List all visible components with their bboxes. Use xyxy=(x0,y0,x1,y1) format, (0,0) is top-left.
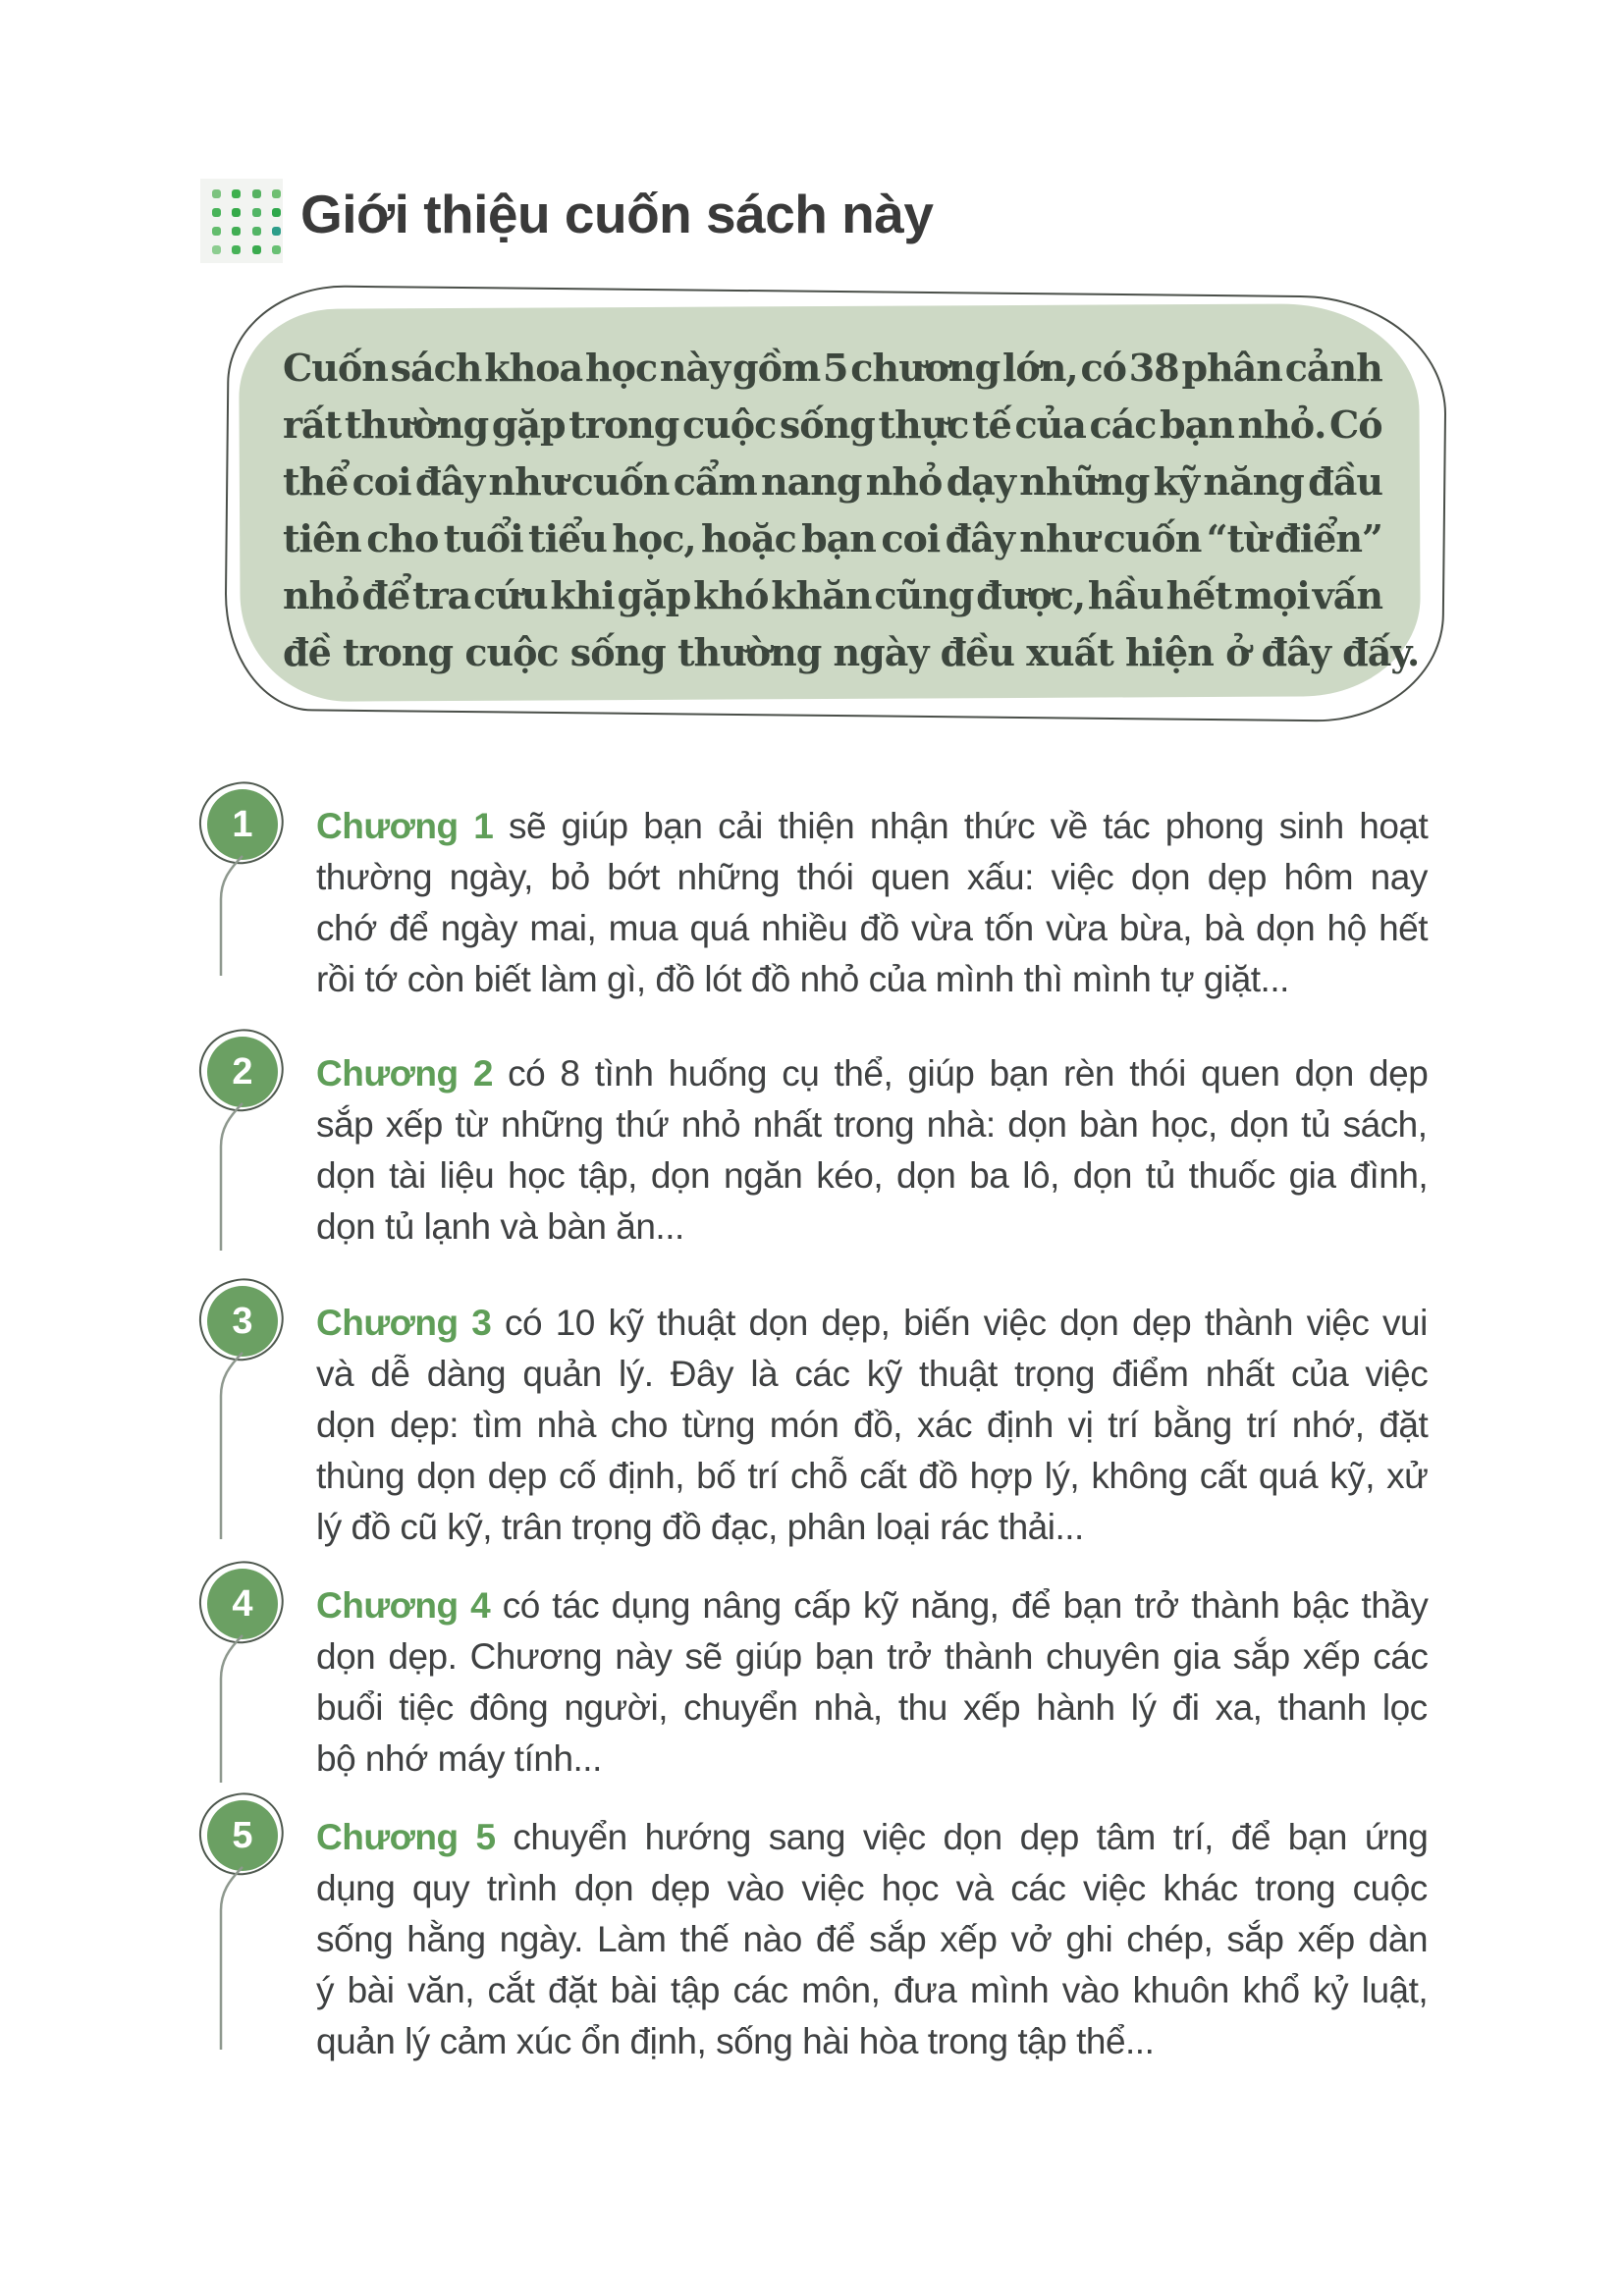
text-line xyxy=(316,1734,1428,1785)
line-content: buổi tiệc đông người, chuyển nhà, thu xếp hành lý đi xa, thanh lọc xyxy=(316,1687,1428,1728)
badge-number: 2 xyxy=(207,1037,278,1107)
text-line xyxy=(316,1201,1428,1253)
text-line xyxy=(316,954,1428,1005)
balloon-string-line xyxy=(209,1101,252,1251)
line-content: chớ để ngày mai, mua quá nhiều đồ vừa tốn vừa bừa, bà dọn hộ hết xyxy=(316,908,1429,948)
chapter-text xyxy=(316,1298,1428,1553)
chapter-text xyxy=(316,1812,1428,2067)
text-line xyxy=(316,1400,1428,1451)
line-content: sống hằng ngày. Làm thế nào để sắp xếp vở ghi chép, sắp xếp dàn xyxy=(316,1919,1429,1959)
chapter-label: Chương 5 xyxy=(316,1817,496,1857)
line-content: thường ngày, bỏ bớt những thói quen xấu: việc dọn dẹp hôm nay xyxy=(316,857,1428,897)
chapter-text xyxy=(316,1580,1428,1785)
line-content: Chương 4 có tác dụng nâng cấp kỹ năng, để bạn trở thành bậc thầy xyxy=(316,1585,1429,1626)
line-content: dọn tủ lạnh và bàn ăn... xyxy=(316,1206,684,1247)
line-content: nhỏ để tra cứu khi gặp khó khăn cũng được, hầu hết mọi vấn xyxy=(283,573,1383,617)
chapter-label: Chương 3 xyxy=(316,1303,492,1343)
badge-number: 5 xyxy=(207,1800,278,1871)
line-content: dọn tài liệu học tập, dọn ngăn kéo, dọn ba lô, dọn tủ thuốc gia đình, xyxy=(316,1155,1429,1196)
line-content: quản lý cảm xúc ổn định, sống hài hòa trong tập thể... xyxy=(316,2021,1155,2061)
text-line xyxy=(316,2016,1428,2067)
line-content: Chương 2 có 8 tình huống cụ thể, giúp bạn rèn thói quen dọn dẹp xyxy=(316,1053,1429,1094)
chapter-badge xyxy=(207,789,290,872)
chapter-text xyxy=(316,1048,1428,1253)
text-line xyxy=(316,801,1428,852)
balloon-string-line xyxy=(209,854,252,976)
line-content: thể coi đây như cuốn cẩm nang nhỏ dạy những kỹ năng đầu xyxy=(283,459,1382,504)
chapter-label: Chương 4 xyxy=(316,1585,491,1626)
line-content: Chương 1 sẽ giúp bạn cải thiện nhận thức về tác phong sinh hoạt xyxy=(316,806,1429,846)
line-content: tiên cho tuổi tiểu học, hoặc bạn coi đây như cuốn “từ điển” xyxy=(283,516,1382,561)
text-line xyxy=(316,1349,1428,1400)
text-line xyxy=(316,852,1428,903)
line-content: dọn dẹp: tìm nhà cho từng món đồ, xác định vị trí bằng trí nhớ, đặt xyxy=(316,1405,1429,1445)
line-content: đề trong cuộc sống thường ngày đều xuất hiện ở đây đấy. xyxy=(283,630,1420,674)
line-content: dụng quy trình dọn dẹp vào việc học và các việc khác trong cuộc xyxy=(316,1868,1428,1908)
line-content: rất thường gặp trong cuộc sống thực tế của các bạn nhỏ. Có xyxy=(283,402,1382,447)
badge-number: 1 xyxy=(207,789,278,860)
text-line xyxy=(316,1682,1428,1734)
line-content: Chương 3 có 10 kỹ thuật dọn dẹp, biến việc dọn dẹp thành việc vui xyxy=(316,1303,1428,1343)
chapter-label: Chương 2 xyxy=(316,1053,493,1094)
badge-number: 4 xyxy=(207,1569,278,1639)
line-content: sắp xếp từ những thứ nhỏ nhất trong nhà: dọn bàn học, dọn tủ sách, xyxy=(316,1104,1428,1145)
text-line xyxy=(316,1451,1428,1502)
line-content: bộ nhớ máy tính... xyxy=(316,1738,602,1779)
text-line xyxy=(316,1099,1428,1150)
chapter-text xyxy=(316,801,1428,1005)
chapter-badge xyxy=(207,1037,290,1119)
badge-number: 3 xyxy=(207,1286,278,1357)
chapter-badge xyxy=(207,1286,290,1368)
text-line xyxy=(316,903,1428,954)
balloon-string-line xyxy=(209,1351,252,1539)
line-content: dọn dẹp. Chương này sẽ giúp bạn trở thành chuyên gia sắp xếp các xyxy=(316,1636,1429,1677)
line-content: rồi tớ còn biết làm gì, đồ lót đồ nhỏ của mình thì mình tự giặt... xyxy=(316,959,1289,999)
line-content: thùng dọn dẹp cố định, bố trí chỗ cất đồ hợp lý, không cất quá kỹ, xử xyxy=(316,1456,1429,1496)
text-line xyxy=(316,1298,1428,1349)
text-line xyxy=(316,1631,1428,1682)
chapter-badge xyxy=(207,1569,290,1651)
text-line xyxy=(316,1150,1428,1201)
line-content: lý đồ cũ kỹ, trân trọng đồ đạc, phân loại rác thải... xyxy=(316,1507,1084,1547)
text-line xyxy=(316,1863,1428,1914)
chapter-badge xyxy=(207,1800,290,1883)
line-content: Chương 5 chuyển hướng sang việc dọn dẹp tâm trí, để bạn ứng xyxy=(316,1817,1429,1857)
text-line xyxy=(316,1048,1428,1099)
text-line xyxy=(316,1965,1428,2016)
balloon-string-line xyxy=(209,1865,252,2050)
page-title: Giới thiệu cuốn sách này xyxy=(300,184,934,244)
line-content: Cuốn sách khoa học này gồm 5 chương lớn, có 38 phân cảnh xyxy=(283,346,1382,390)
line-content: và dễ dàng quản lý. Đây là các kỹ thuật trọng điểm nhất của việc xyxy=(316,1354,1429,1394)
balloon-string-line xyxy=(209,1633,252,1783)
text-line xyxy=(316,1502,1428,1553)
line-content: ý bài văn, cắt đặt bài tập các môn, đưa mình vào khuôn khổ kỷ luật, xyxy=(316,1970,1429,2010)
text-line xyxy=(316,1914,1428,1965)
text-line xyxy=(316,1812,1428,1863)
text-line xyxy=(316,1580,1428,1631)
chapter-label: Chương 1 xyxy=(316,806,494,846)
